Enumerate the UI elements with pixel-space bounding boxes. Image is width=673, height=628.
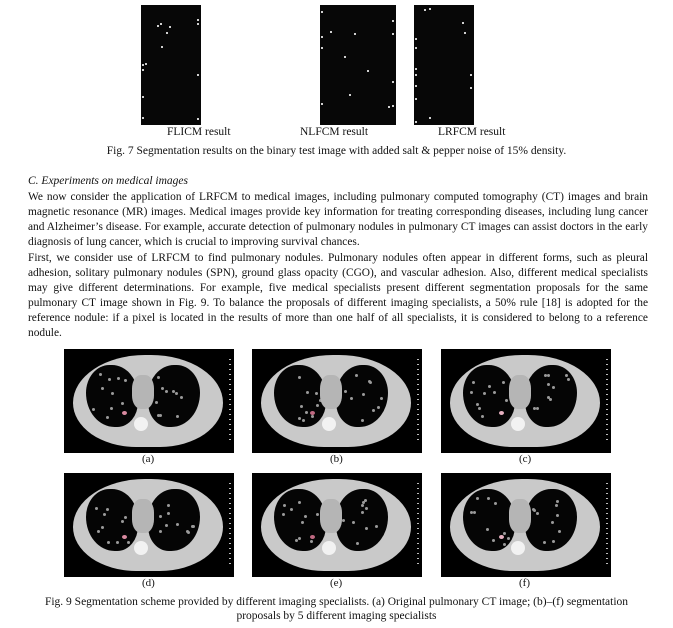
vessel-dot [298,376,301,379]
vessel-dot [283,504,286,507]
nodule-mark [499,535,504,539]
noise-speck [424,9,426,11]
vessel-dot [101,387,104,390]
noise-speck [142,69,144,71]
vessel-dot [107,541,110,544]
mediastinum [509,375,531,409]
vessel-dot [502,381,505,384]
nlfcm-result-image [320,5,396,125]
vessel-dot [344,390,347,393]
vessel-dot [124,379,127,382]
vessel-dot [556,500,559,503]
label-a: (a) [142,453,155,465]
vessel-dot [305,411,308,414]
noise-speck [470,74,472,76]
vessel-dot [301,521,304,524]
vessel-dot [159,530,162,533]
noise-speck [392,20,394,22]
noise-speck [145,63,147,65]
vessel-dot [507,537,510,540]
vessel-dot [377,406,380,409]
noise-speck [321,36,323,38]
vessel-dot [536,512,539,515]
fig7-caption: Fig. 7 Segmentation results on the binary test image with added salt & pepper noise of 15% density. [106,145,567,157]
vessel-dot [552,540,555,543]
vessel-dot [375,525,378,528]
vessel-dot [487,497,490,500]
vessel-dot [549,398,552,401]
noise-speck [462,22,464,24]
vessel-dot [282,513,285,516]
vessel-dot [167,504,170,507]
noise-speck [169,26,171,28]
label-f: (f) [519,577,530,589]
vessel-dot [362,393,365,396]
nodule-mark [122,411,127,415]
vessel-dot [316,513,319,516]
spine [511,541,525,555]
vessel-dot [315,392,318,395]
label-e: (e) [330,577,343,589]
vessel-dot [108,378,111,381]
vessel-dot [110,407,113,410]
noise-speck [415,98,417,100]
noise-speck [166,32,168,34]
vessel-dot [298,537,301,540]
vessel-dot [316,404,319,407]
vessel-dot [483,392,486,395]
ct-image-f [441,473,611,577]
noise-speck [142,96,144,98]
ruler-scale [417,483,419,565]
vessel-dot [361,419,364,422]
vessel-dot [547,383,550,386]
paragraph-1 [28,190,648,250]
nodule-mark [122,535,127,539]
vessel-dot [127,541,130,544]
vessel-dot [355,374,358,377]
mediastinum [132,499,154,533]
noise-speck [197,74,199,76]
lrfcm-label: LRFCM result [438,126,506,138]
vessel-dot [167,512,170,515]
vessel-dot [503,532,506,535]
noise-speck [388,106,390,108]
fig9-caption-line1: Fig. 9 Segmentation scheme provided by different imaging specialists. (a) Original pulmonary CT image; (b)–(f) segmentation [44,596,629,608]
section-heading: C. Experiments on medical images [28,175,189,187]
vessel-dot [492,539,495,542]
vessel-dot [106,416,109,419]
vessel-dot [494,502,497,505]
vessel-dot [547,374,550,377]
noise-speck [367,70,369,72]
noise-speck [354,33,356,35]
noise-speck [415,85,417,87]
vessel-dot [165,390,168,393]
noise-speck [197,19,199,21]
flicm-label: FLICM result [167,126,231,138]
vessel-dot [493,391,496,394]
vessel-dot [481,415,484,418]
noise-speck [157,25,159,27]
vessel-dot [365,527,368,530]
vessel-dot [187,531,190,534]
noise-speck [392,105,394,107]
vessel-dot [111,392,114,395]
paragraph-2-text: First, we consider use of LRFCM to find pulmonary nodules. Pulmonary nodules often appear in different forms, such as pleural adhesion, solitary pulmonary nodules (SPN), ground glass opacity (CGO), and vascular adhesion. Also, different medical specialists may give different determinations. For example, five medical specialists present different segmentation proposals for the same pulmonary CT image shown in Fig. 9. To balance the proposals of different imaging specialists, a 50% rule [18] is adopted for the reference nodule: if a pixel is located in the results of more than one half of all specialists, it is considered to belong to a reference nodule. [28,252,648,339]
ruler-scale [229,483,231,565]
fig9-caption-line2: proposals by 5 different imaging specialists [236,610,437,622]
ct-image-c [441,349,611,453]
vessel-dot [556,514,559,517]
vessel-dot [298,417,301,420]
vessel-dot [180,396,183,399]
vessel-dot [558,530,561,533]
vessel-dot [304,515,307,518]
vessel-dot [476,497,479,500]
vessel-dot [486,528,489,531]
vessel-dot [159,515,162,518]
noise-speck [142,117,144,119]
vessel-dot [106,508,109,511]
vessel-dot [362,501,365,504]
nodule-mark [499,411,504,415]
vessel-dot [117,377,120,380]
noise-speck [321,11,323,13]
lrfcm-result-image [414,5,474,125]
noise-speck [415,47,417,49]
vessel-dot [159,414,162,417]
vessel-dot [505,399,508,402]
paragraph-2 [28,251,648,341]
noise-speck [142,64,144,66]
ruler-scale [606,359,608,441]
vessel-dot [306,391,309,394]
vessel-dot [290,508,293,511]
noise-speck [464,32,466,34]
label-d: (d) [142,577,155,589]
spine [134,541,148,555]
vessel-dot [165,524,168,527]
vessel-dot [365,507,368,510]
vessel-dot [298,501,301,504]
mediastinum [320,499,342,533]
noise-speck [321,103,323,105]
ct-image-d [64,473,234,577]
vessel-dot [565,374,568,377]
ct-image-e [252,473,422,577]
vessel-dot [543,541,546,544]
ruler-scale [417,359,419,441]
vessel-dot [172,390,175,393]
spine [134,417,148,431]
label-b: (b) [330,453,343,465]
noise-speck [161,46,163,48]
vessel-dot [95,507,98,510]
vessel-dot [302,419,305,422]
vessel-dot [192,525,195,528]
vessel-dot [101,526,104,529]
nodule-mark [310,535,315,539]
vessel-dot [472,381,475,384]
vessel-dot [121,402,124,405]
mediastinum [320,375,342,409]
noise-speck [429,8,431,10]
vessel-dot [552,386,555,389]
noise-speck [429,117,431,119]
vessel-dot [473,511,476,514]
label-c: (c) [519,453,532,465]
vessel-dot [116,541,119,544]
vessel-dot [176,415,179,418]
vessel-dot [176,523,179,526]
vessel-dot [97,530,100,533]
noise-speck [415,38,417,40]
vessel-dot [295,539,298,542]
noise-speck [415,68,417,70]
flicm-result-image [141,5,201,125]
nlfcm-label: NLFCM result [300,126,369,138]
noise-speck [330,31,332,33]
vessel-dot [478,407,481,410]
vessel-dot [555,504,558,507]
vessel-dot [121,520,124,523]
spine [511,417,525,431]
vessel-dot [352,521,355,524]
vessel-dot [567,378,570,381]
spine [322,417,336,431]
vessel-dot [161,387,164,390]
noise-speck [415,121,417,123]
noise-speck [344,56,346,58]
nodule-mark [310,411,315,415]
noise-speck [470,87,472,89]
ruler-scale [229,359,231,441]
vessel-dot [470,511,473,514]
noise-speck [197,23,199,25]
vessel-dot [551,521,554,524]
noise-speck [392,33,394,35]
vessel-dot [310,540,313,543]
vessel-dot [488,385,491,388]
vessel-dot [361,504,364,507]
vessel-dot [175,392,178,395]
vessel-dot [503,543,506,546]
ruler-scale [606,483,608,565]
mediastinum [509,499,531,533]
vessel-dot [356,542,359,545]
vessel-dot [92,408,95,411]
vessel-dot [361,511,364,514]
paragraph-1-text: We now consider the application of LRFCM to medical images, including pulmonary computed tomography (CT) images and brain magnetic resonance (MR) images. Medical images provide key information for treating corresponding diseases, including lung cancer and Alzheimer’s disease. For example, accurate detection of pulmonary nodules in pulmonary CT images can assist doctors in the early diagnosis of lung cancer, which is crucial to improving survival chances. [28,191,648,248]
vessel-dot [124,516,127,519]
noise-speck [160,23,162,25]
vessel-dot [157,376,160,379]
vessel-dot [300,405,303,408]
ct-image-b [252,349,422,453]
vessel-dot [350,397,353,400]
mediastinum [132,375,154,409]
vessel-dot [536,407,539,410]
noise-speck [392,81,394,83]
vessel-dot [155,401,158,404]
vessel-dot [103,513,106,516]
vessel-dot [470,391,473,394]
ct-image-a [64,349,234,453]
vessel-dot [99,373,102,376]
noise-speck [321,47,323,49]
noise-speck [349,94,351,96]
vessel-dot [476,403,479,406]
vessel-dot [311,415,314,418]
vessel-dot [372,409,375,412]
noise-speck [197,118,199,120]
vessel-dot [380,397,383,400]
spine [322,541,336,555]
noise-speck [415,74,417,76]
vessel-dot [342,519,345,522]
vessel-dot [369,381,372,384]
